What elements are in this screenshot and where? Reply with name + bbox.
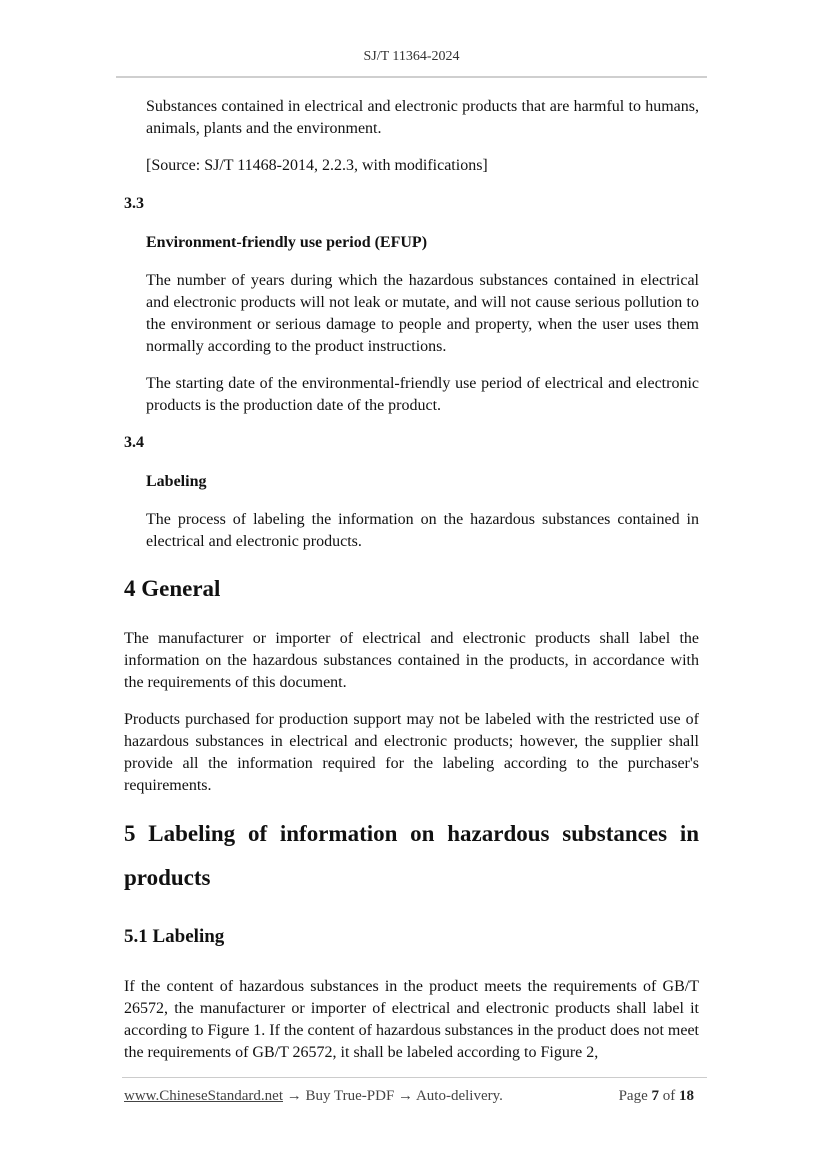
section-5-1-para-1: If the content of hazardous substances in the product meets the requirements of GB/T 26572, the manufacturer or importer of electrical and electronic products shall label it according to Figure 1. If the content of hazardous substances in the product does not meet the requirements of GB/T 26572, it shall be labeled according to Figure 2, bbox=[124, 978, 699, 1061]
current-page: 7 bbox=[651, 1088, 659, 1104]
section-5-1-heading: 5.1 Labeling bbox=[124, 926, 225, 947]
section-4-para-2: Products purchased for production support may not be labeled with the restricted use of hazardous substances in electrical and electronic products; however, the supplier shall provide all the information required for the labeling according to the purchaser's requirements. bbox=[124, 711, 699, 794]
clause-number-3-4: 3.4 bbox=[124, 434, 144, 451]
page-footer bbox=[124, 1088, 694, 1105]
labeling-definition: The process of labeling the information on the hazardous substances contained in electrical and electronic products. bbox=[146, 511, 699, 550]
clause-number-3-3: 3.3 bbox=[124, 195, 144, 212]
section-4-heading: 4 General bbox=[124, 576, 221, 601]
header-divider bbox=[116, 76, 707, 78]
definition-source: [Source: SJ/T 11468-2014, 2.2.3, with modifications] bbox=[146, 157, 488, 174]
section-4-para-1: The manufacturer or importer of electrical and electronic products shall label the information on the hazardous substances contained in the products, in accordance with the requirements of this document. bbox=[124, 630, 699, 691]
page-indicator: Page 7 of 18 bbox=[618, 1088, 694, 1104]
term-labeling: Labeling bbox=[146, 473, 207, 490]
footer-tagline: → Buy True-PDF → Auto-delivery. bbox=[283, 1088, 503, 1104]
footer-divider bbox=[122, 1077, 707, 1078]
doc-header: SJ/T 11364-2024 bbox=[363, 49, 460, 64]
section-5-heading: 5 Labeling of information on hazardous substances in products bbox=[124, 821, 699, 890]
term-efup: Environment-friendly use period (EFUP) bbox=[146, 234, 428, 251]
chinesestandard-link[interactable]: www.ChineseStandard.net bbox=[124, 1088, 283, 1104]
efup-definition: The number of years during which the hazardous substances contained in electrical and electronic products will not leak or mutate, and will not cause serious pollution to the environment or serious damage to people and property, when the user uses them normally according to the product instructions. bbox=[146, 272, 699, 355]
efup-note: The starting date of the environmental-friendly use period of electrical and electronic products is the production date of the product. bbox=[146, 375, 699, 414]
total-pages: 18 bbox=[679, 1088, 694, 1104]
definition-text: Substances contained in electrical and electronic products that are harmful to humans, animals, plants and the environment. bbox=[146, 98, 699, 137]
